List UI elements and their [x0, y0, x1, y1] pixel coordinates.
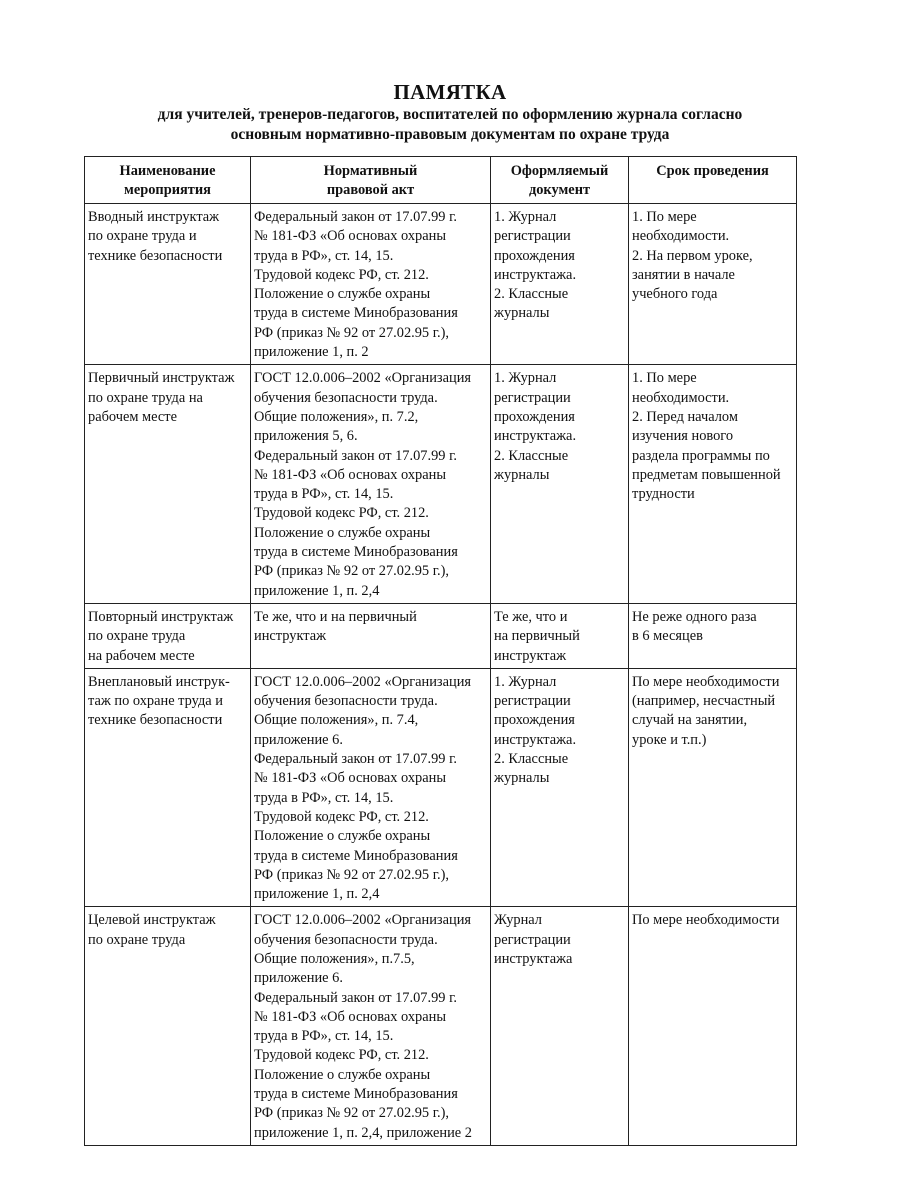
table-row: [85, 204, 797, 365]
cell-text-line: Трудовой кодекс РФ, ст. 212.: [254, 505, 429, 522]
cell-text-line: труда в РФ», ст. 14, 15.: [254, 247, 394, 264]
cell-schedule: [629, 907, 797, 1146]
cell-event-name: [85, 907, 251, 1146]
cell-text-line: необходимости.: [632, 389, 730, 406]
cell-text-line: Общие положения», п.7.5,: [254, 950, 415, 967]
header-text-line: мероприятия: [124, 182, 211, 199]
cell-text-line: Федеральный закон от 17.07.99 г.: [254, 751, 457, 768]
cell-text-line: труда в системе Минобразования: [254, 544, 458, 561]
cell-text-line: РФ (приказ № 92 от 27.02.95 г.),: [254, 866, 449, 883]
cell-text-line: журналы: [494, 305, 550, 322]
cell-text-line: уроке и т.п.): [632, 731, 707, 748]
cell-text-line: инструктажа.: [494, 266, 577, 283]
cell-schedule: [629, 365, 797, 604]
cell-event-name: [85, 204, 251, 365]
cell-text-line: 2. Классные: [494, 286, 569, 303]
cell-text-line: журналы: [494, 770, 550, 787]
cell-text-line: (например, несчастный: [632, 693, 776, 710]
cell-text-line: труда в РФ», ст. 14, 15.: [254, 789, 394, 806]
cell-text-line: рабочем месте: [88, 408, 177, 425]
cell-text-line: необходимости.: [632, 228, 730, 245]
cell-text-line: труда в РФ», ст. 14, 15.: [254, 1028, 394, 1045]
cell-text-line: прохождения: [494, 408, 575, 425]
cell-schedule: [629, 204, 797, 365]
cell-text-line: изучения нового: [632, 428, 734, 445]
cell-text-line: Те же, что и на первичный: [254, 608, 417, 625]
cell-text-line: технике безопасности: [88, 247, 223, 264]
cell-text-line: 1. Журнал: [494, 209, 557, 225]
cell-text-line: обучения безопасности труда.: [254, 389, 438, 406]
header-document: [491, 157, 629, 204]
cell-text-line: 2. На первом уроке,: [632, 247, 753, 264]
cell-text-line: РФ (приказ № 92 от 27.02.95 г.),: [254, 1105, 449, 1122]
cell-text-line: приложение 1, п. 2,4: [254, 582, 380, 599]
cell-document: [491, 365, 629, 604]
cell-text-line: Общие положения», п. 7.2,: [254, 408, 419, 425]
cell-text-line: труда в РФ», ст. 14, 15.: [254, 486, 394, 503]
cell-text-line: Трудовой кодекс РФ, ст. 212.: [254, 266, 429, 283]
cell-event-name: [85, 365, 251, 604]
header-text-line: Нормативный: [323, 163, 418, 179]
cell-text-line: Трудовой кодекс РФ, ст. 212.: [254, 808, 429, 825]
table-row: [85, 907, 797, 1146]
cell-text-line: Федеральный закон от 17.07.99 г.: [254, 447, 457, 464]
cell-text-line: Трудовой кодекс РФ, ст. 212.: [254, 1047, 429, 1064]
cell-text-line: по охране труда на: [88, 389, 203, 406]
subtitle-line: основным нормативно-правовым документам по охране труда: [230, 126, 670, 143]
header-text-line: правовой акт: [326, 182, 415, 199]
cell-text-line: труда в системе Минобразования: [254, 1086, 458, 1103]
cell-text-line: № 181-ФЗ «Об основах охраны: [254, 1008, 446, 1025]
cell-text-line: приложение 6.: [254, 970, 343, 987]
cell-text-line: Положение о службе охраны: [254, 828, 431, 845]
cell-text-line: в 6 месяцев: [632, 628, 703, 645]
cell-event-name: [85, 668, 251, 907]
cell-text-line: случай на занятии,: [632, 712, 748, 729]
cell-text-line: по охране труда: [88, 931, 186, 948]
cell-text-line: по охране труда: [88, 628, 186, 645]
cell-text-line: 1. Журнал: [494, 673, 557, 690]
cell-text-line: ГОСТ 12.0.006–2002 «Организация: [254, 673, 472, 690]
subtitle-line: для учителей, тренеров-педагогов, воспитателей по оформлению журнала согласно: [157, 106, 743, 123]
cell-schedule: [629, 668, 797, 907]
cell-schedule: [629, 603, 797, 668]
cell-text-line: инструктажа.: [494, 428, 577, 445]
cell-document: [491, 668, 629, 907]
cell-text-line: Журнал: [494, 912, 542, 929]
cell-text-line: ГОСТ 12.0.006–2002 «Организация: [254, 370, 472, 387]
cell-event-name: [85, 603, 251, 668]
cell-text-line: регистрации: [494, 693, 571, 710]
cell-text-line: приложение 6.: [254, 731, 343, 748]
cell-text-line: приложение 1, п. 2: [254, 344, 369, 361]
cell-text-line: Целевой инструктаж: [88, 912, 216, 929]
header-text-line: Оформляемый: [510, 163, 609, 179]
cell-text-line: предметам повышенной: [632, 466, 781, 483]
header-legal-act: [251, 157, 491, 204]
instruction-table: [84, 156, 797, 1146]
cell-text-line: Федеральный закон от 17.07.99 г.: [254, 209, 457, 225]
cell-text-line: приложение 1, п. 2,4: [254, 886, 380, 903]
cell-text-line: раздела программы по: [632, 447, 770, 464]
cell-text-line: РФ (приказ № 92 от 27.02.95 г.),: [254, 324, 449, 341]
cell-text-line: Вводный инструктаж: [88, 209, 220, 225]
cell-text-line: Не реже одного раза: [632, 608, 757, 625]
cell-text-line: 2. Классные: [494, 751, 569, 768]
cell-text-line: трудности: [632, 486, 695, 503]
cell-text-line: Положение о службе охраны: [254, 524, 431, 541]
cell-text-line: инструктажа: [494, 950, 573, 967]
cell-text-line: инструктаж: [494, 647, 567, 664]
cell-text-line: приложения 5, 6.: [254, 428, 358, 445]
cell-text-line: технике безопасности: [88, 712, 223, 729]
cell-text-line: РФ (приказ № 92 от 27.02.95 г.),: [254, 563, 449, 580]
cell-text-line: Федеральный закон от 17.07.99 г.: [254, 989, 457, 1006]
cell-text-line: занятии в начале: [632, 266, 735, 283]
cell-legal-act: [251, 907, 491, 1146]
cell-text-line: Положение о службе охраны: [254, 286, 431, 303]
cell-legal-act: [251, 365, 491, 604]
cell-text-line: инструктаж: [254, 628, 327, 645]
cell-text-line: 1. Журнал: [494, 370, 557, 387]
cell-text-line: прохождения: [494, 247, 575, 264]
cell-text-line: По мере необходимости: [632, 673, 780, 690]
cell-text-line: на рабочем месте: [88, 647, 195, 664]
header-text-line: Срок проведения: [656, 163, 769, 179]
cell-legal-act: [251, 603, 491, 668]
header-schedule: [629, 157, 797, 204]
header-event-name: [85, 157, 251, 204]
cell-text-line: Повторный инструктаж: [88, 608, 234, 625]
cell-document: [491, 204, 629, 365]
page-subtitle: [60, 105, 840, 145]
cell-legal-act: [251, 668, 491, 907]
cell-text-line: прохождения: [494, 712, 575, 729]
cell-text-line: труда в системе Минобразования: [254, 847, 458, 864]
table-row: [85, 668, 797, 907]
cell-text-line: 2. Перед началом: [632, 408, 738, 425]
cell-legal-act: [251, 204, 491, 365]
cell-text-line: Те же, что и: [494, 608, 568, 625]
cell-text-line: журналы: [494, 466, 550, 483]
cell-text-line: на первичный: [494, 628, 580, 645]
cell-text-line: Первичный инструктаж: [88, 370, 235, 387]
cell-text-line: Общие положения», п. 7.4,: [254, 712, 419, 729]
cell-text-line: ГОСТ 12.0.006–2002 «Организация: [254, 912, 472, 929]
cell-text-line: таж по охране труда и: [88, 693, 223, 710]
cell-document: [491, 907, 629, 1146]
cell-text-line: обучения безопасности труда.: [254, 931, 438, 948]
cell-text-line: По мере необходимости: [632, 912, 780, 929]
cell-text-line: № 181-ФЗ «Об основах охраны: [254, 228, 446, 245]
cell-text-line: регистрации: [494, 389, 571, 406]
cell-document: [491, 603, 629, 668]
cell-text-line: обучения безопасности труда.: [254, 693, 438, 710]
cell-text-line: № 181-ФЗ «Об основах охраны: [254, 466, 446, 483]
cell-text-line: 1. По мере: [632, 209, 697, 225]
cell-text-line: инструктажа.: [494, 731, 577, 748]
cell-text-line: труда в системе Минобразования: [254, 305, 458, 322]
page-title: ПАМЯТКА: [393, 80, 507, 104]
cell-text-line: № 181-ФЗ «Об основах охраны: [254, 770, 446, 787]
cell-text-line: регистрации: [494, 931, 571, 948]
table-row: [85, 603, 797, 668]
cell-text-line: регистрации: [494, 228, 571, 245]
cell-text-line: по охране труда и: [88, 228, 197, 245]
cell-text-line: 2. Классные: [494, 447, 569, 464]
table-header-row: [85, 157, 797, 204]
cell-text-line: приложение 1, п. 2,4, приложение 2: [254, 1124, 472, 1141]
cell-text-line: Положение о службе охраны: [254, 1066, 431, 1083]
header-text-line: документ: [528, 182, 591, 199]
cell-text-line: Внеплановый инструк-: [88, 673, 230, 690]
cell-text-line: учебного года: [632, 286, 718, 303]
table-row: [85, 365, 797, 604]
header-text-line: Наименование: [119, 163, 216, 179]
cell-text-line: 1. По мере: [632, 370, 697, 387]
